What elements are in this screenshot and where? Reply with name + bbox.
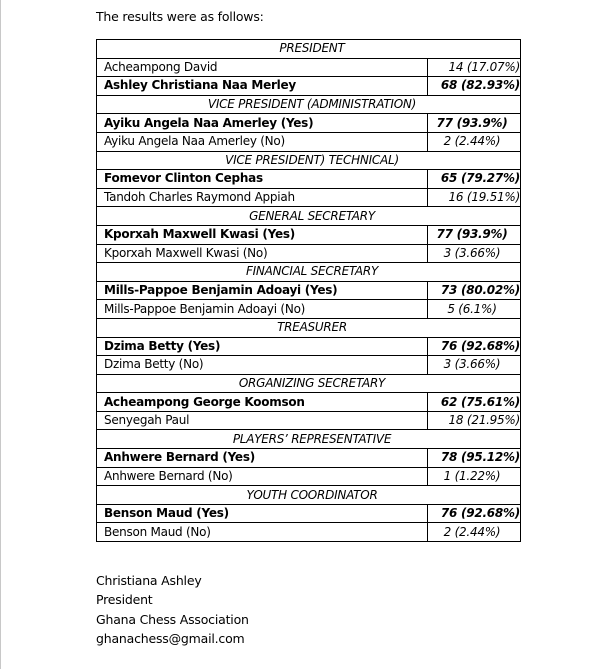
candidate-name: Acheampong George Koomson (97, 393, 428, 412)
candidate-row (97, 356, 521, 375)
section-title: YOUTH COORDINATOR (97, 486, 521, 505)
candidate-row (97, 504, 521, 523)
section-header-row (97, 207, 521, 226)
candidate-name: Anhwere Bernard (No) (97, 467, 428, 486)
section-header-row (97, 40, 521, 59)
section-title: TREASURER (97, 318, 521, 337)
candidate-votes: 73 (80.02%) (428, 281, 521, 300)
candidate-votes: 76 (92.68%) (428, 337, 521, 356)
candidate-row (97, 188, 521, 207)
page-edge-divider (0, 0, 1, 669)
candidate-votes: 2 (2.44%) (428, 523, 521, 542)
section-title: VICE PRESIDENT) TECHNICAL) (97, 151, 521, 170)
section-title: FINANCIAL SECRETARY (97, 263, 521, 282)
candidate-name: Mills-Pappoe Benjamin Adoayi (No) (97, 300, 428, 319)
candidate-row (97, 58, 521, 77)
candidate-row (97, 523, 521, 542)
candidate-row (97, 393, 521, 412)
results-table-body (97, 40, 521, 542)
candidate-row (97, 225, 521, 244)
candidate-row (97, 170, 521, 189)
signature-block (96, 571, 249, 648)
section-title: PLAYERS’ REPRESENTATIVE (97, 430, 521, 449)
candidate-row (97, 77, 521, 96)
section-header-row (97, 95, 521, 114)
candidate-row (97, 244, 521, 263)
signature-title: President (96, 592, 153, 608)
candidate-row (97, 411, 521, 430)
signature-organization: Ghana Chess Association (96, 611, 249, 627)
candidate-name: Ashley Christiana Naa Merley (97, 77, 428, 96)
signature-name: Christiana Ashley (96, 573, 202, 588)
candidate-votes: 1 (1.22%) (428, 467, 521, 486)
section-header-row (97, 430, 521, 449)
intro-text: The results were as follows: (96, 9, 264, 24)
candidate-votes: 5 (6.1%) (428, 300, 521, 319)
candidate-votes: 68 (82.93%) (428, 77, 521, 96)
section-header-row (97, 486, 521, 505)
candidate-votes: 16 (19.51%) (428, 188, 521, 207)
candidate-name: Ayiku Angela Naa Amerley (Yes) (97, 114, 428, 133)
candidate-votes: 2 (2.44%) (428, 132, 521, 151)
candidate-row (97, 281, 521, 300)
candidate-name: Mills-Pappoe Benjamin Adoayi (Yes) (97, 281, 428, 300)
candidate-name: Kporxah Maxwell Kwasi (No) (97, 244, 428, 263)
candidate-name: Ayiku Angela Naa Amerley (No) (97, 132, 428, 151)
candidate-votes: 3 (3.66%) (428, 356, 521, 375)
section-header-row (97, 374, 521, 393)
section-header-row (97, 263, 521, 282)
candidate-name: Acheampong David (97, 58, 428, 77)
section-header-row (97, 151, 521, 170)
candidate-row (97, 467, 521, 486)
section-title: PRESIDENT (97, 40, 521, 59)
candidate-row (97, 114, 521, 133)
candidate-name: Benson Maud (Yes) (97, 504, 428, 523)
candidate-name: Senyegah Paul (97, 411, 428, 430)
candidate-row (97, 300, 521, 319)
section-title: GENERAL SECRETARY (97, 207, 521, 226)
candidate-votes: 3 (3.66%) (428, 244, 521, 263)
candidate-name: Tandoh Charles Raymond Appiah (97, 188, 428, 207)
election-results-table (96, 39, 521, 542)
candidate-votes: 14 (17.07%) (428, 58, 521, 77)
section-title: VICE PRESIDENT (ADMINISTRATION) (97, 95, 521, 114)
candidate-votes: 77 (93.9%) (428, 225, 521, 244)
candidate-name: Kporxah Maxwell Kwasi (Yes) (97, 225, 428, 244)
candidate-votes: 76 (92.68%) (428, 504, 521, 523)
candidate-row (97, 337, 521, 356)
candidate-votes: 65 (79.27%) (428, 170, 521, 189)
section-title: ORGANIZING SECRETARY (97, 374, 521, 393)
candidate-row (97, 132, 521, 151)
candidate-name: Anhwere Bernard (Yes) (97, 449, 428, 468)
candidate-name: Dzima Betty (Yes) (97, 337, 428, 356)
candidate-votes: 18 (21.95%) (428, 411, 521, 430)
candidate-name: Dzima Betty (No) (97, 356, 428, 375)
section-header-row (97, 318, 521, 337)
signature-email[interactable]: ghanachess@gmail.com (96, 630, 245, 646)
candidate-row (97, 449, 521, 468)
candidate-votes: 62 (75.61%) (428, 393, 521, 412)
candidate-name: Fomevor Clinton Cephas (97, 170, 428, 189)
candidate-votes: 78 (95.12%) (428, 449, 521, 468)
candidate-name: Benson Maud (No) (97, 523, 428, 542)
candidate-votes: 77 (93.9%) (428, 114, 521, 133)
